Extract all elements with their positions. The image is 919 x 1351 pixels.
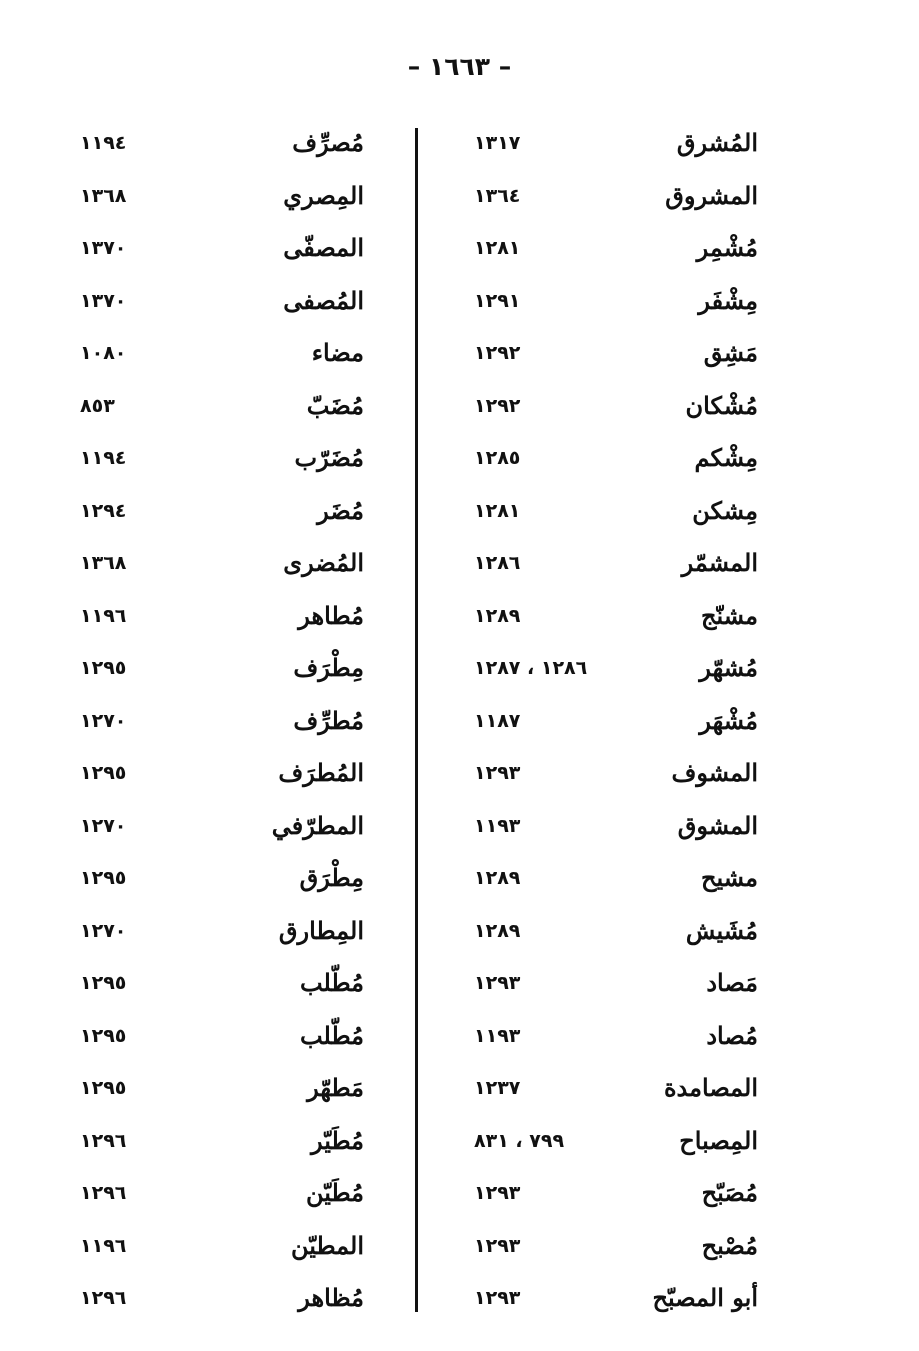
entry-name: مُظاهر	[298, 1283, 364, 1312]
index-entry	[440, 122, 770, 175]
entry-page-number: ١٢٨٩	[474, 604, 521, 627]
index-entry	[440, 1015, 770, 1068]
entry-page-number: ١٢٩٥	[80, 972, 127, 994]
entry-page-number: ١٢٩٥	[80, 657, 127, 679]
entry-page-number: ١٣٦٨	[80, 184, 127, 207]
index-entry	[440, 490, 770, 543]
entry-name: المِصباح	[679, 1125, 758, 1155]
entry-name: مُضَرّب	[294, 443, 364, 472]
column-divider	[415, 128, 418, 1312]
entry-name: مُشْكان	[685, 390, 758, 420]
index-entry	[440, 857, 770, 910]
entry-page-number: ١٣٦٤	[474, 184, 521, 207]
entry-page-number: ١١٩٤	[80, 132, 127, 154]
index-entry	[440, 437, 770, 490]
entry-page-number: ١١٩٣	[474, 1024, 521, 1047]
entry-name: مُطَيّر	[310, 1125, 364, 1155]
right-column	[440, 122, 770, 1322]
index-entry	[46, 962, 376, 1015]
entry-page-number: ١٢٨١	[474, 499, 521, 522]
index-entry	[46, 1225, 376, 1278]
entry-name: المشروق	[665, 180, 758, 210]
entry-page-number: ١٢٩٤	[80, 499, 127, 522]
entry-page-number: ١٢٩٣	[474, 1182, 521, 1204]
index-entry	[46, 122, 376, 175]
entry-name: مُطّلب	[299, 968, 364, 997]
entry-name: مُضَبّ	[306, 390, 364, 420]
entry-page-number: ١٢٩٢	[474, 394, 521, 417]
index-entry	[440, 1277, 770, 1330]
index-entry	[46, 227, 376, 280]
entry-name: المشوف	[671, 758, 758, 787]
index-entry	[46, 1015, 376, 1068]
entry-name: المصامدة	[663, 1073, 758, 1102]
index-entry	[46, 280, 376, 333]
entry-page-number: ١٢٩٣	[474, 972, 521, 994]
entry-page-number: ١٢٩٣	[474, 1287, 521, 1309]
index-entry	[440, 962, 770, 1015]
index-entry	[440, 910, 770, 963]
index-entry	[46, 647, 376, 700]
index-entry	[440, 385, 770, 438]
entry-name: المِصري	[283, 180, 364, 210]
index-entry	[46, 595, 376, 648]
entry-name: المطرّفي	[271, 810, 364, 840]
entry-page-number: ١٢٨٦ ، ١٢٨٧	[474, 657, 588, 679]
index-entry	[46, 805, 376, 858]
entry-name: المصفّى	[283, 233, 364, 262]
entry-page-number: ١٢٩٦	[80, 1182, 127, 1204]
entry-name: المشمّر	[681, 548, 758, 577]
index-entry	[46, 385, 376, 438]
entry-page-number: ١٢٧٠	[80, 814, 127, 837]
entry-page-number: ١٢٩٥	[80, 1077, 127, 1099]
entry-name: مُطَيّن	[305, 1178, 364, 1207]
entry-page-number: ١١٩٤	[80, 447, 127, 469]
index-entry	[46, 542, 376, 595]
index-entry	[46, 1172, 376, 1225]
entry-name: مِشْكم	[694, 443, 758, 472]
entry-name: مُطرِّف	[293, 705, 364, 735]
entry-name: مِطْرَف	[293, 653, 364, 682]
entry-page-number: ١١٩٣	[474, 814, 521, 837]
entry-page-number: ١٣١٧	[474, 132, 521, 154]
entry-page-number: ١١٨٧	[474, 709, 521, 732]
entry-page-number: ١٢٩٦	[80, 1129, 127, 1152]
index-entry	[46, 1067, 376, 1120]
index-entry	[440, 332, 770, 385]
index-entry	[440, 227, 770, 280]
entry-name: مُطاهر	[298, 600, 364, 630]
entry-name: مَصاد	[706, 968, 758, 997]
entry-name: مُضَر	[317, 495, 364, 525]
entry-name: مُصرِّف	[292, 128, 364, 157]
entry-page-number: ١٢٩٥	[80, 762, 127, 784]
entry-name: مضاء	[311, 338, 364, 367]
entry-page-number: ١٢٩٣	[474, 762, 521, 784]
entry-page-number: ١١٩٦	[80, 1234, 127, 1257]
entry-page-number: ١١٩٦	[80, 604, 127, 627]
entry-page-number: ١٢٩١	[474, 289, 521, 312]
index-entry	[440, 595, 770, 648]
index-entry	[46, 700, 376, 753]
entry-name: مُشْهَر	[699, 705, 758, 735]
entry-page-number: ١٢٩٦	[80, 1287, 127, 1309]
entry-name: أبو المصبّح	[652, 1283, 758, 1312]
entry-page-number: ١٢٧٠	[80, 919, 127, 942]
entry-page-number: ٧٩٩ ، ٨٣١	[474, 1129, 565, 1152]
entry-page-number: ١٢٩٣	[474, 1234, 521, 1257]
index-entry	[440, 542, 770, 595]
entry-name: المُضرى	[283, 548, 364, 577]
entry-name: مُشَيش	[685, 915, 758, 945]
index-entry	[440, 805, 770, 858]
index-entry	[46, 857, 376, 910]
index-entry	[46, 332, 376, 385]
entry-name: المُصفى	[283, 285, 364, 315]
index-entry	[46, 1120, 376, 1173]
index-entry	[46, 437, 376, 490]
entry-page-number: ١٢٨٥	[474, 447, 521, 469]
left-column	[46, 122, 376, 1322]
index-entry	[440, 280, 770, 333]
entry-name: مَطهّر	[307, 1073, 364, 1102]
entry-page-number: ١٢٨٩	[474, 919, 521, 942]
entry-name: مُشهّر	[699, 653, 758, 682]
entry-page-number: ١٢٨٩	[474, 867, 521, 889]
entry-name: المُطرَف	[278, 758, 364, 787]
entry-name: مشنّج	[701, 600, 758, 630]
entry-name: المطيّن	[290, 1230, 364, 1260]
entry-name: مُصْبح	[701, 1230, 758, 1260]
entry-page-number: ١٢٩٥	[80, 1024, 127, 1047]
index-entry	[46, 1277, 376, 1330]
index-entry	[440, 700, 770, 753]
entry-name: مُصَبّح	[701, 1178, 758, 1207]
index-entry	[440, 752, 770, 805]
entry-name: مِطْرَق	[299, 863, 364, 892]
index-entry	[440, 1067, 770, 1120]
entry-page-number: ١٢٧٠	[80, 709, 127, 732]
entry-name: مِشكن	[692, 495, 758, 525]
entry-name: المِطارق	[278, 915, 364, 945]
index-entry	[46, 910, 376, 963]
entry-name: مُصاد	[706, 1020, 758, 1050]
index-entry	[440, 1225, 770, 1278]
entry-name: مُشْمِر	[696, 233, 758, 262]
entry-page-number: ١٢٩٥	[80, 867, 127, 889]
entry-name: مُطّلب	[299, 1020, 364, 1050]
index-entry	[440, 175, 770, 228]
entry-page-number: ٨٥٣	[80, 394, 115, 417]
index-entry	[440, 1120, 770, 1173]
entry-page-number: ١٢٨٦	[474, 552, 521, 574]
entry-page-number: ١٢٣٧	[474, 1077, 521, 1099]
entry-page-number: ١٢٩٢	[474, 342, 521, 364]
entry-page-number: ١٣٦٨	[80, 552, 127, 574]
index-entry	[440, 647, 770, 700]
entry-page-number: ١٢٨١	[474, 237, 521, 259]
entry-page-number: ١٣٧٠	[80, 237, 127, 259]
page-number: – ١٦٦٣ –	[407, 52, 512, 81]
index-entry	[46, 175, 376, 228]
entry-name: مَشِق	[703, 338, 758, 367]
entry-name: المشوق	[677, 810, 758, 840]
index-entry	[46, 752, 376, 805]
entry-name: مشيح	[701, 863, 758, 892]
entry-page-number: ١٠٨٠	[80, 342, 127, 364]
entry-name: المُشرق	[676, 128, 758, 157]
entry-page-number: ١٣٧٠	[80, 289, 127, 312]
entry-name: مِشْفَر	[698, 285, 758, 315]
index-entry	[46, 490, 376, 543]
index-entry	[440, 1172, 770, 1225]
